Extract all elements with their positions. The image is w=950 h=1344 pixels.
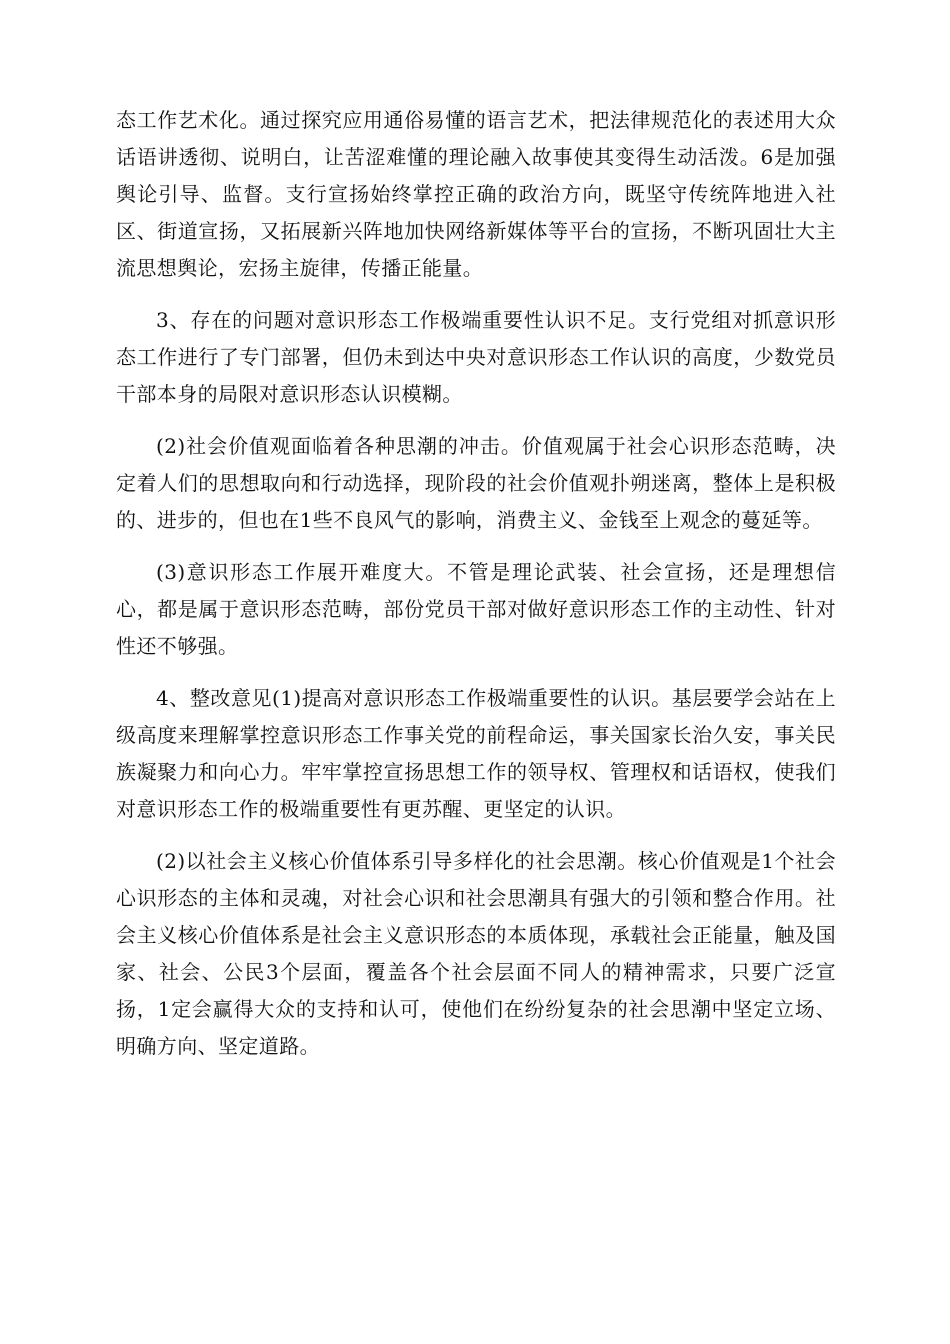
paragraph-difficulty: (3)意识形态工作展开难度大。不管是理论武装、社会宣扬，还是理想信心，都是属于意识形态范畴，部份党员干部对做好意识形态工作的主动性、针对性还不够强。 [116,560,836,658]
paragraph-continuation: 态工作艺术化。通过探究应用通俗易懂的语言艺术，把法律规范化的表述用大众话语讲透彻、说明白，让苦涩难懂的理论融入故事使其变得生动活泼。6是加强舆论引导、监督。支行宣扬始终掌控正确的政治方向，既坚守传统阵地进入社区、街道宣扬，又拓展新兴阵地加快网络新媒体等平台的宣扬，不断巩固壮大主流思想舆论，宏扬主旋律，传播正能量。 [116,108,836,280]
paragraph-values: (2)社会价值观面临着各种思潮的冲击。价值观属于社会心识形态范畴，决定着人们的思想取向和行动选择，现阶段的社会价值观扑朔迷离，整体上是积极的、进步的，但也在1些不良风气的影响，消费主义、金钱至上观念的蔓延等。 [116,434,836,532]
paragraph-core-values: (2)以社会主义核心价值体系引导多样化的社会思潮。核心价值观是1个社会心识形态的主体和灵魂，对社会心识和社会思潮具有强大的引领和整合作用。社会主义核心价值体系是社会主义意识形态的本质体现，承载社会正能量，触及国家、社会、公民3个层面，覆盖各个社会层面不同人的精神需求，只要广泛宣扬，1定会赢得大众的支持和认可，使他们在纷纷复杂的社会思潮中坚定立场、明确方向、坚定道路。 [116,849,836,1058]
paragraph-problems: 3、存在的问题对意识形态工作极端重要性认识不足。支行党组对抓意识形态工作进行了专门部署，但仍未到达中央对意识形态工作认识的高度，少数党员干部本身的局限对意识形态认识模糊。 [116,308,836,406]
paragraph-rectification: 4、整改意见(1)提高对意识形态工作极端重要性的认识。基层要学会站在上级高度来理解掌控意识形态工作事关党的前程命运，事关国家长治久安，事关民族凝聚力和向心力。牢牢掌控宣扬思想工作的领导权、管理权和话语权，使我们对意识形态工作的极端重要性有更苏醒、更坚定的认识。 [116,686,836,821]
document-body [116,102,836,1080]
